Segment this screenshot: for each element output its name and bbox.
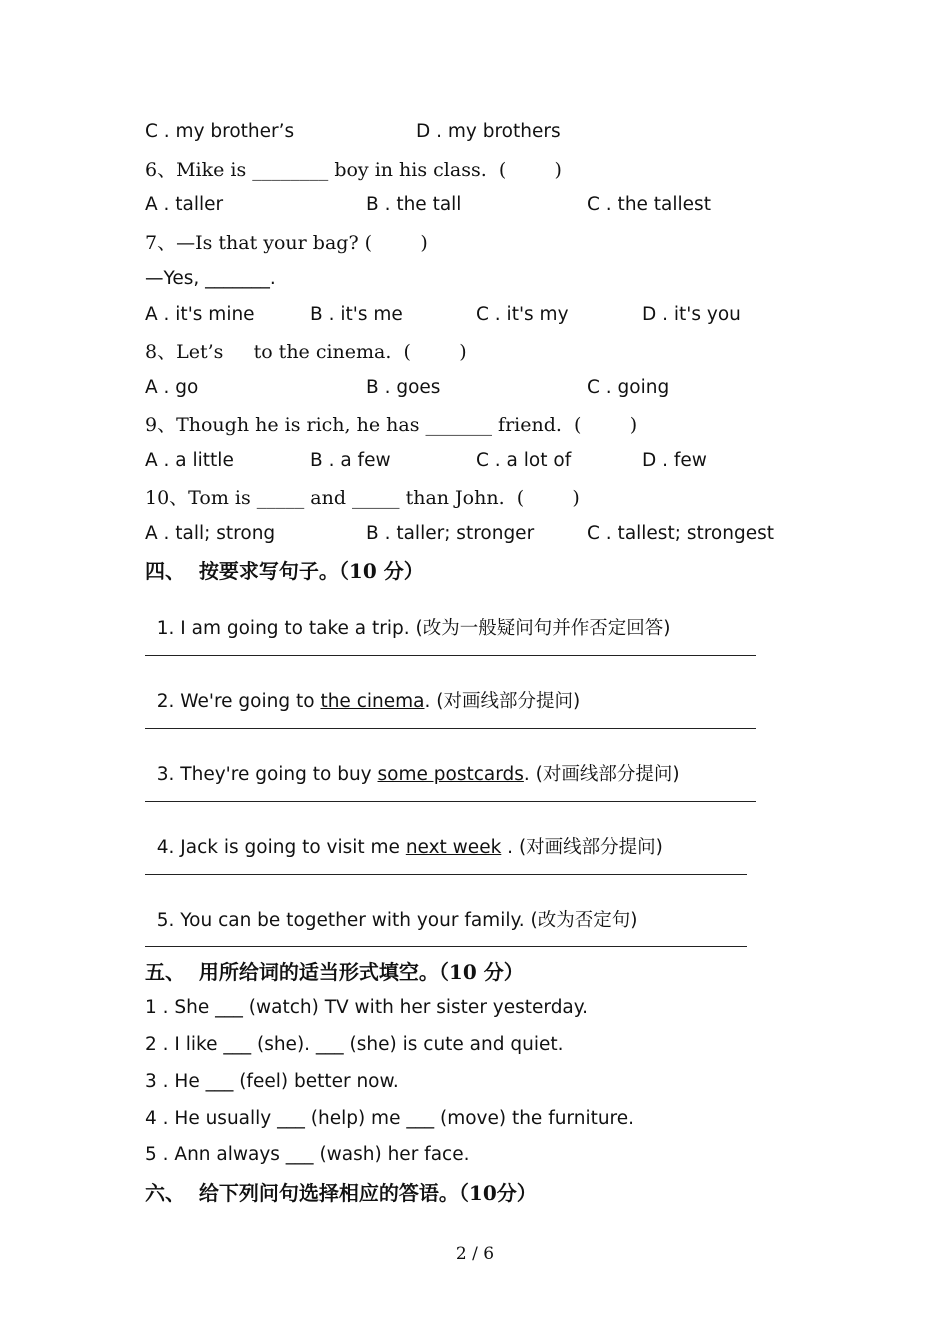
q6-option-b: B . the tall	[366, 194, 462, 215]
page-number: 2 / 6	[455, 1244, 495, 1264]
q9-option-c: C . a lot of	[476, 450, 572, 471]
q7-stem: 7、—Is that your bag? ( )	[145, 232, 428, 254]
q5-option-d: D . my brothers	[416, 121, 561, 142]
q6-option-a: A . taller	[145, 194, 224, 215]
q7-option-a: A . it's mine	[145, 304, 255, 325]
answer-line-1[interactable]	[145, 655, 756, 656]
q6-option-c: C . the tallest	[587, 194, 711, 215]
q10-stem: 10、Tom is _____ and _____ than John. ( )	[145, 487, 580, 509]
q7-stem-reply: —Yes, _______.	[145, 268, 276, 289]
fill-item-3: 3 . He ___ (feel) better now.	[145, 1071, 399, 1092]
rewrite-item-2	[145, 669, 580, 713]
rewrite-item-5	[145, 888, 638, 932]
rewrite-item-4-underlined: next week	[405, 837, 502, 858]
answer-line-3[interactable]	[145, 801, 756, 802]
section-5-heading: 五、 用所给词的适当形式填空。（10 分）	[145, 960, 524, 984]
rewrite-item-3	[145, 742, 680, 786]
rewrite-item-2-text: 2. We're going to	[156, 691, 321, 712]
q8-option-b: B . goes	[366, 377, 441, 398]
fill-item-4: 4 . He usually ___ (help) me ___ (move) the furniture.	[145, 1108, 635, 1129]
q10-option-c: C . tallest; strongest	[587, 523, 774, 544]
rewrite-item-3-instruction: . (对画线部分提问)	[523, 764, 680, 785]
q9-option-a: A . a little	[145, 450, 234, 471]
q9-option-b: B . a few	[310, 450, 391, 471]
q10-option-a: A . tall; strong	[145, 523, 276, 544]
rewrite-item-5-text: 5. You can be together with your family. (改为否定句)	[156, 910, 638, 931]
answer-line-2[interactable]	[145, 728, 756, 729]
q8-stem: 8、Let’s to the cinema. ( )	[145, 341, 467, 363]
q7-option-d: D . it's you	[642, 304, 741, 325]
q9-option-d: D . few	[642, 450, 707, 471]
q6-stem: 6、Mike is ________ boy in his class. ( )	[145, 159, 562, 181]
q7-option-c: C . it's my	[476, 304, 569, 325]
q8-option-a: A . go	[145, 377, 199, 398]
q10-option-b: B . taller; stronger	[366, 523, 535, 544]
q7-option-b: B . it's me	[310, 304, 403, 325]
fill-item-1: 1 . She ___ (watch) TV with her sister yesterday.	[145, 997, 588, 1018]
fill-item-2: 2 . I like ___ (she). ___ (she) is cute and quiet.	[145, 1034, 564, 1055]
answer-line-5[interactable]	[145, 946, 747, 947]
rewrite-item-1-text: 1. I am going to take a trip. (改为一般疑问句并作否定回答)	[156, 618, 671, 639]
section-4-heading: 四、 按要求写句子。（10 分）	[145, 559, 424, 583]
rewrite-item-2-underlined: the cinema	[320, 691, 425, 712]
q5-option-c: C . my brother’s	[145, 121, 295, 142]
rewrite-item-3-text: 3. They're going to buy	[156, 764, 378, 785]
rewrite-item-3-underlined: some postcards	[377, 764, 524, 785]
rewrite-item-4	[145, 815, 663, 859]
fill-item-5: 5 . Ann always ___ (wash) her face.	[145, 1144, 470, 1165]
section-6-heading: 六、 给下列问句选择相应的答语。（10分）	[145, 1181, 537, 1205]
q8-option-c: C . going	[587, 377, 670, 398]
rewrite-item-4-text: 4. Jack is going to visit me	[156, 837, 406, 858]
answer-line-4[interactable]	[145, 874, 747, 875]
rewrite-item-1	[145, 596, 670, 640]
q9-stem: 9、Though he is rich, he has _______ friend. ( )	[145, 414, 638, 436]
rewrite-item-2-instruction: . (对画线部分提问)	[424, 691, 581, 712]
rewrite-item-4-instruction: . (对画线部分提问)	[501, 837, 663, 858]
